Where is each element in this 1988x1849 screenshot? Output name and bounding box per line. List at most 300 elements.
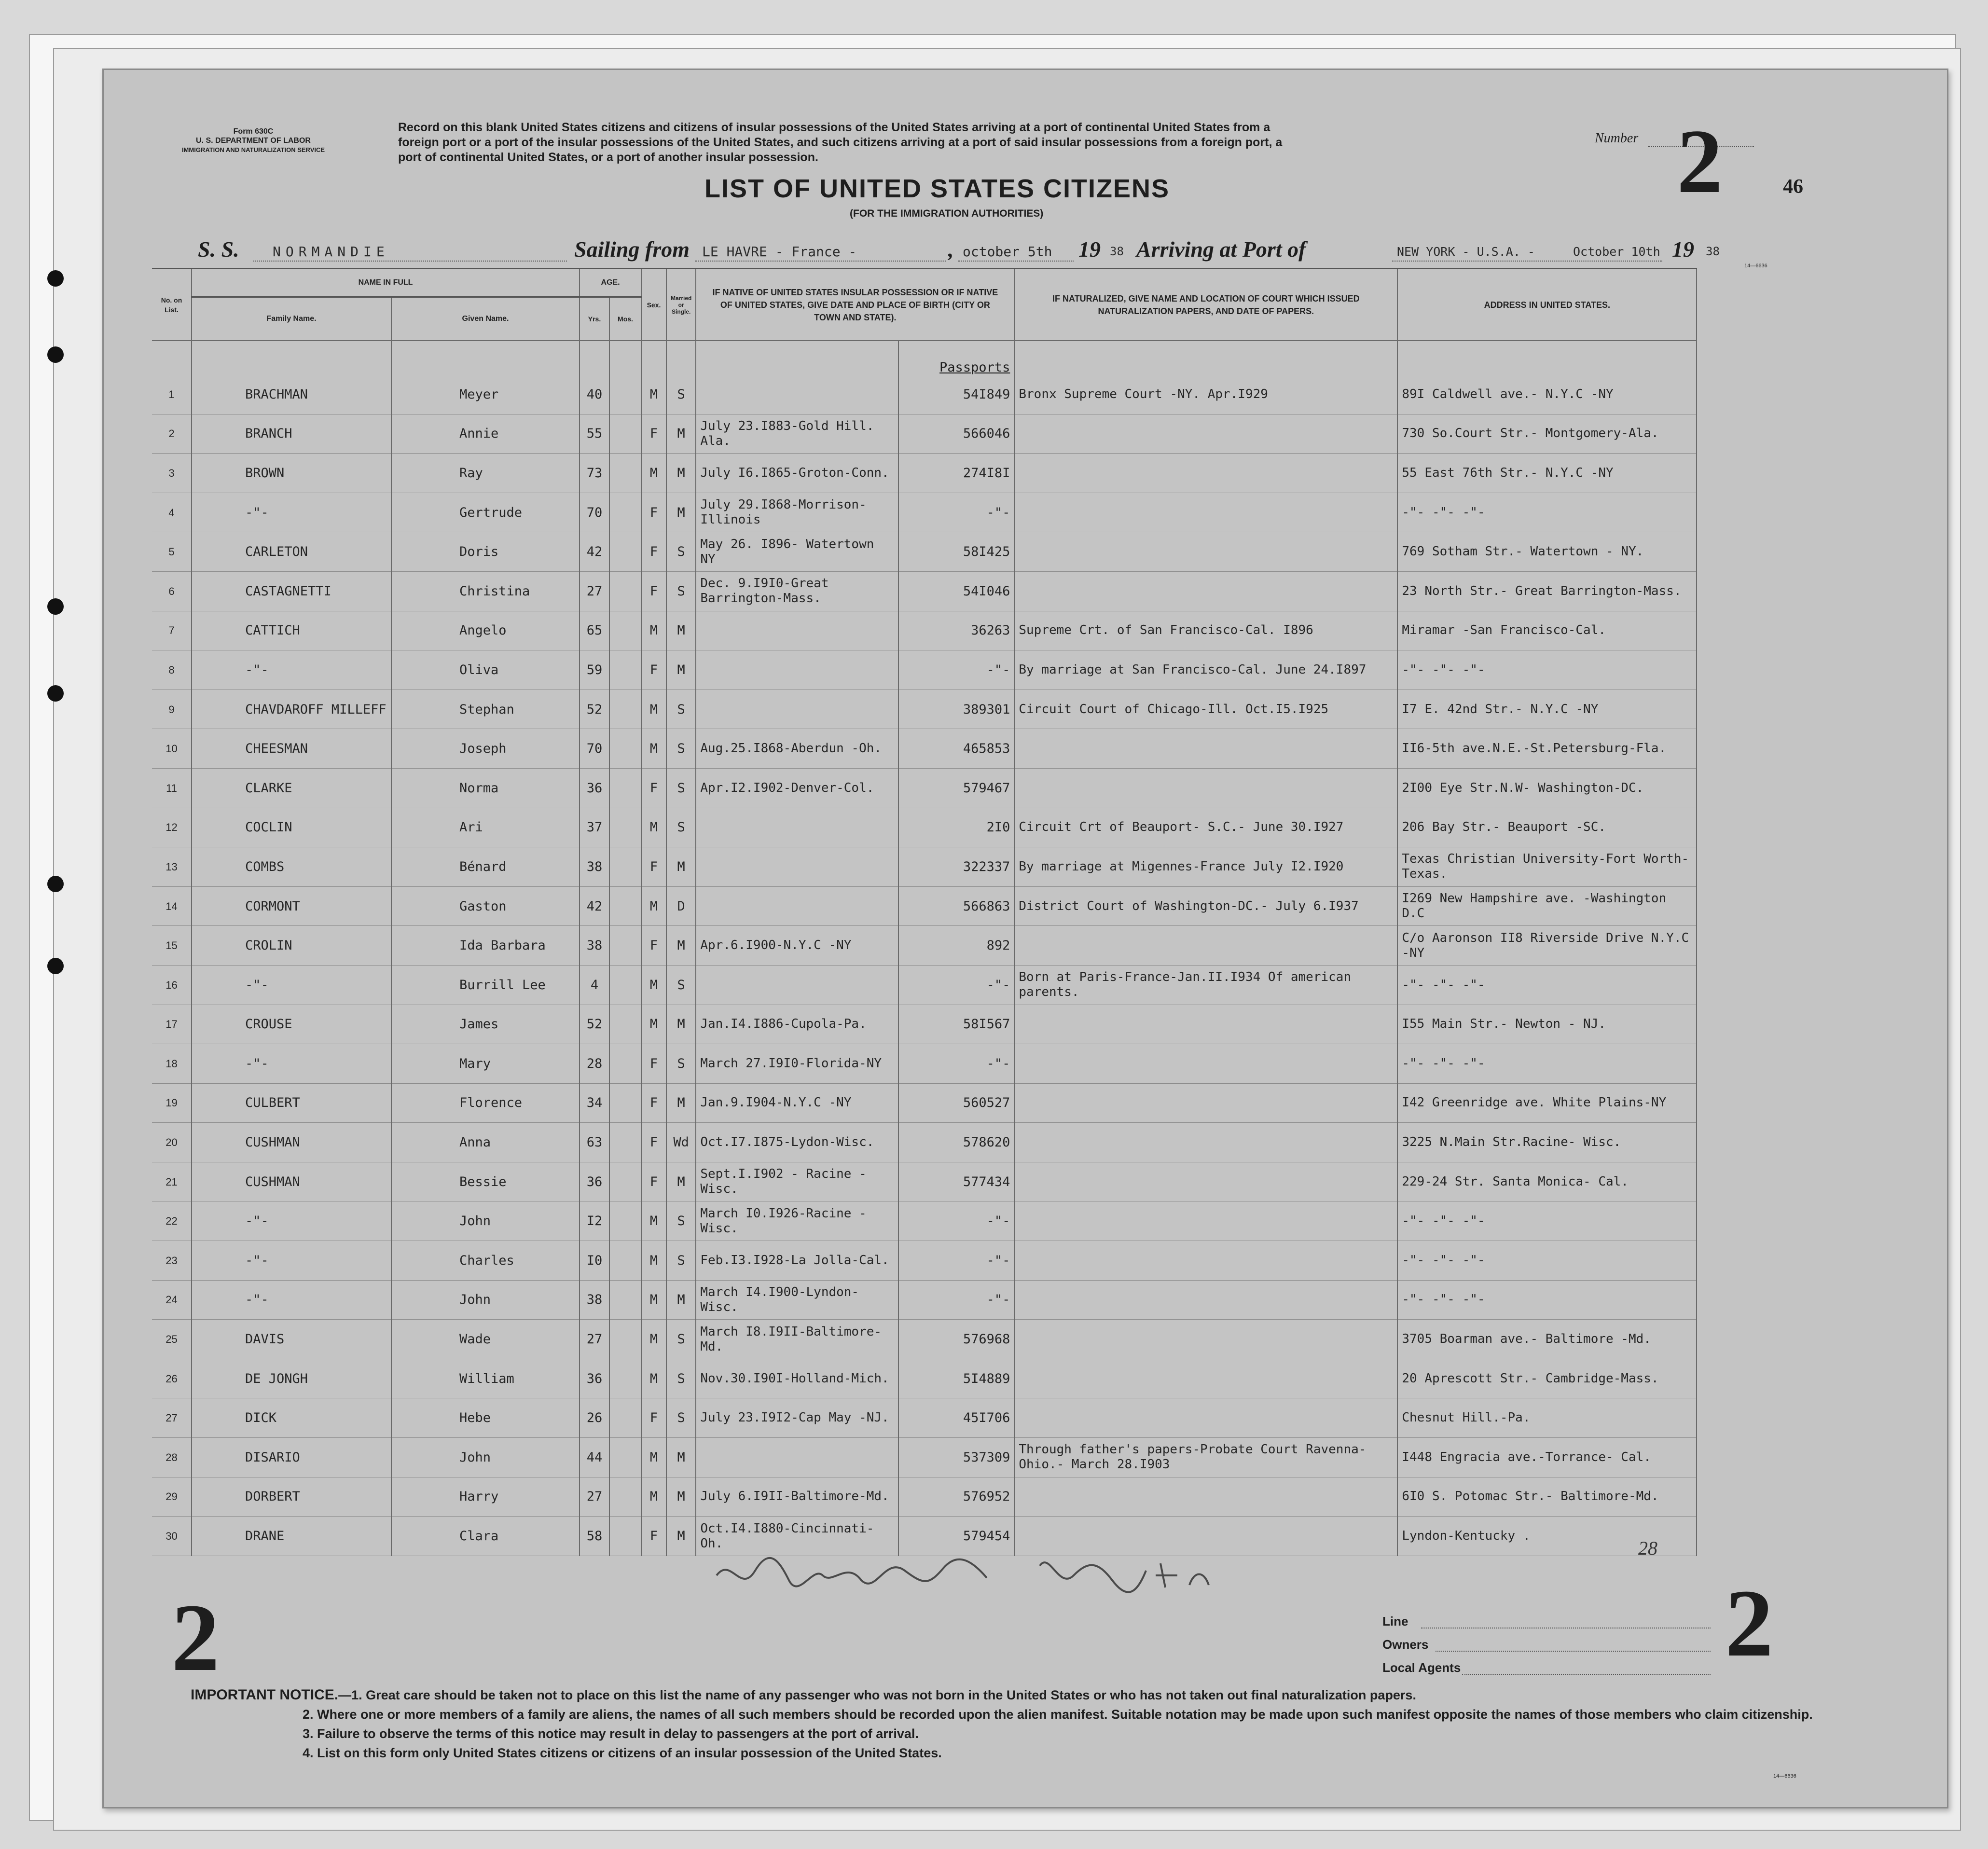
arriving-port: NEW YORK - U.S.A. - (1397, 245, 1535, 259)
age-months-cell (609, 1477, 641, 1517)
naturalization-cell: District Court of Washington-DC.- July 6.I937 (1014, 886, 1397, 926)
marital-status-cell: M (666, 1477, 696, 1517)
age-months-cell (609, 1280, 641, 1320)
arriving-year: 38 (1706, 245, 1720, 258)
column-header-sex: Sex. (641, 269, 666, 341)
age-years-cell: 73 (580, 454, 609, 493)
table-row (152, 1241, 1697, 1281)
address-cell: -"- -"- -"- (1397, 493, 1697, 532)
family-name-cell: BRANCH (192, 414, 391, 454)
sex-cell: F (641, 571, 666, 611)
age-years-cell: 4 (580, 965, 609, 1005)
address-cell: I7 E. 42nd Str.- N.Y.C -NY (1397, 690, 1697, 729)
passport-cell: 2I0 (898, 808, 1014, 847)
row-number: 4 (152, 493, 192, 532)
naturalization-cell (1014, 1477, 1397, 1517)
handwritten-signature (702, 1542, 1329, 1614)
birth-place-cell: March I8.I9II-Baltimore-Md. (696, 1320, 898, 1359)
column-header-married: Married or Single. (666, 269, 696, 341)
row-number: 22 (152, 1201, 192, 1241)
given-name-cell: Gertrude (391, 493, 580, 532)
age-years-cell: 58 (580, 1517, 609, 1556)
naturalization-cell: Circuit Crt of Beauport- S.C.- June 30.I927 (1014, 808, 1397, 847)
family-name-cell: CASTAGNETTI (192, 571, 391, 611)
birth-place-cell: July 23.I883-Gold Hill. Ala. (696, 414, 898, 454)
sex-cell: F (641, 768, 666, 808)
age-years-cell: 63 (580, 1123, 609, 1162)
family-name-cell: -"- (192, 1280, 391, 1320)
sex-cell: F (641, 1123, 666, 1162)
address-cell: II6-5th ave.N.E.-St.Petersburg-Fla. (1397, 729, 1697, 769)
family-name-cell: CROUSE (192, 1005, 391, 1044)
owners-field (1436, 1651, 1711, 1652)
passport-cell: -"- (898, 965, 1014, 1005)
age-years-cell: 26 (580, 1398, 609, 1438)
passport-cell: 465853 (898, 729, 1014, 769)
marital-status-cell: S (666, 768, 696, 808)
table-row (152, 1280, 1697, 1320)
footer-number-right: 2 (1725, 1570, 1773, 1677)
age-months-cell (609, 454, 641, 493)
local-agents-label: Local Agents (1382, 1660, 1461, 1675)
row-number: 29 (152, 1477, 192, 1517)
address-cell: 55 East 76th Str.- N.Y.C -NY (1397, 454, 1697, 493)
passports-label: Passports (939, 360, 1010, 375)
marital-status-cell: S (666, 1201, 696, 1241)
family-name-cell: CUSHMAN (192, 1123, 391, 1162)
sex-cell: F (641, 414, 666, 454)
birth-place-cell: July 23.I9I2-Cap May -NJ. (696, 1398, 898, 1438)
birth-place-cell: Jan.9.I904-N.Y.C -NY (696, 1083, 898, 1123)
naturalization-cell (1014, 493, 1397, 532)
row-number: 16 (152, 965, 192, 1005)
address-cell: 730 So.Court Str.- Montgomery-Ala. (1397, 414, 1697, 454)
row-number: 26 (152, 1359, 192, 1398)
passport-cell: 389301 (898, 690, 1014, 729)
table-row (152, 414, 1697, 454)
address-cell: 89I Caldwell ave.- N.Y.C -NY (1397, 375, 1697, 414)
family-name-cell: -"- (192, 1044, 391, 1084)
naturalization-cell: Born at Paris-France-Jan.II.I934 Of american parents. (1014, 965, 1397, 1005)
family-name-cell: -"- (192, 965, 391, 1005)
address-cell: 3705 Boarman ave.- Baltimore -Md. (1397, 1320, 1697, 1359)
age-months-cell (609, 1320, 641, 1359)
marital-status-cell: S (666, 690, 696, 729)
row-number: 11 (152, 768, 192, 808)
passport-cell: 576952 (898, 1477, 1014, 1517)
passport-cell: 322337 (898, 847, 1014, 887)
sailing-from-label: Sailing from (574, 237, 690, 262)
age-years-cell: 37 (580, 808, 609, 847)
row-number: 17 (152, 1005, 192, 1044)
given-name-cell: Oliva (391, 650, 580, 690)
column-header-yrs: Yrs. (580, 297, 609, 341)
age-months-cell (609, 926, 641, 966)
given-name-cell: Doris (391, 532, 580, 572)
age-years-cell: 36 (580, 1162, 609, 1201)
age-years-cell: 34 (580, 1083, 609, 1123)
service-name: IMMIGRATION AND NATURALIZATION SERVICE (181, 146, 325, 153)
given-name-cell: Anna (391, 1123, 580, 1162)
age-months-cell (609, 1241, 641, 1281)
age-years-cell: 44 (580, 1438, 609, 1477)
address-cell: -"- -"- -"- (1397, 965, 1697, 1005)
intro-line-1: Record on this blank United States citizens and citizens of insular possessions of the United States arriving at a port of continental United States from a (398, 121, 1270, 134)
address-cell: I42 Greenridge ave. White Plains-NY (1397, 1083, 1697, 1123)
row-number: 13 (152, 847, 192, 887)
given-name-cell: Clara (391, 1517, 580, 1556)
birth-place-cell: Oct.I7.I875-Lydon-Wisc. (696, 1123, 898, 1162)
row-number: 15 (152, 926, 192, 966)
birth-place-cell (696, 690, 898, 729)
sex-cell: M (641, 1241, 666, 1281)
address-cell: I55 Main Str.- Newton - NJ. (1397, 1005, 1697, 1044)
row-number: 24 (152, 1280, 192, 1320)
sailing-date: october 5th (963, 244, 1052, 260)
age-years-cell: 27 (580, 1320, 609, 1359)
birth-place-cell: May 26. I896- Watertown NY (696, 532, 898, 572)
sex-cell: M (641, 1320, 666, 1359)
family-name-cell: CHEESMAN (192, 729, 391, 769)
birth-place-cell: Sept.I.I902 - Racine -Wisc. (696, 1162, 898, 1201)
given-name-cell: John (391, 1201, 580, 1241)
family-name-cell: COMBS (192, 847, 391, 887)
arriving-port-line (1392, 261, 1662, 262)
notice-title: IMPORTANT NOTICE. (191, 1687, 339, 1703)
marital-status-cell: M (666, 414, 696, 454)
naturalization-cell (1014, 454, 1397, 493)
notice-item-1 (191, 1685, 1928, 1705)
passport-cell: -"- (898, 1044, 1014, 1084)
passport-cell: -"- (898, 650, 1014, 690)
table-row (152, 1162, 1697, 1201)
passport-cell: 892 (898, 926, 1014, 966)
row-number: 30 (152, 1517, 192, 1556)
family-name-cell: CHAVDAROFF MILLEFF (192, 690, 391, 729)
naturalization-cell (1014, 1359, 1397, 1398)
family-name-cell: BRACHMAN (192, 375, 391, 414)
given-name-cell: James (391, 1005, 580, 1044)
naturalization-cell (1014, 768, 1397, 808)
naturalization-cell: Bronx Supreme Court -NY. Apr.I929 (1014, 375, 1397, 414)
address-cell: Chesnut Hill.-Pa. (1397, 1398, 1697, 1438)
age-years-cell: 38 (580, 847, 609, 887)
age-years-cell: 52 (580, 1005, 609, 1044)
row-number: 21 (152, 1162, 192, 1201)
sex-cell: M (641, 1005, 666, 1044)
column-header-no: No. on List. (152, 269, 192, 341)
age-months-cell (609, 1359, 641, 1398)
naturalization-cell (1014, 1201, 1397, 1241)
form-identification (157, 127, 350, 154)
sex-cell: F (641, 493, 666, 532)
number-label: Number (1595, 131, 1639, 146)
sex-cell: M (641, 808, 666, 847)
passport-cell: 5I4889 (898, 1359, 1014, 1398)
address-cell: 3225 N.Main Str.Racine- Wisc. (1397, 1123, 1697, 1162)
family-name-cell: CUSHMAN (192, 1162, 391, 1201)
given-name-cell: Norma (391, 768, 580, 808)
naturalization-cell: Through father's papers-Probate Court Ravenna-Ohio.- March 28.I903 (1014, 1438, 1397, 1477)
table-row (152, 926, 1697, 966)
age-months-cell (609, 375, 641, 414)
row-number: 8 (152, 650, 192, 690)
address-cell: 229-24 Str. Santa Monica- Cal. (1397, 1162, 1697, 1201)
sex-cell: F (641, 926, 666, 966)
birth-place-cell: Dec. 9.I9I0-Great Barrington-Mass. (696, 571, 898, 611)
table-row (152, 729, 1697, 769)
age-months-cell (609, 1123, 641, 1162)
naturalization-cell (1014, 1241, 1397, 1281)
ship-name-line (253, 261, 567, 262)
age-months-cell (609, 1083, 641, 1123)
column-header-birth: IF NATIVE OF UNITED STATES INSULAR POSSESSION OR IF NATIVE OF UNITED STATES, GIVE DATE AND PLACE OF BIRTH (CITY OR TOWN AND STATE). (696, 269, 1014, 341)
naturalization-cell (1014, 414, 1397, 454)
age-years-cell: I0 (580, 1241, 609, 1281)
address-cell: -"- -"- -"- (1397, 1201, 1697, 1241)
age-years-cell: 59 (580, 650, 609, 690)
important-notice (191, 1685, 1928, 1763)
naturalization-cell: By marriage at Migennes-France July I2.I920 (1014, 847, 1397, 887)
age-months-cell (609, 414, 641, 454)
age-years-cell: 28 (580, 1044, 609, 1084)
table-row (152, 1398, 1697, 1438)
marital-status-cell: S (666, 571, 696, 611)
given-name-cell: Ray (391, 454, 580, 493)
table-row (152, 1083, 1697, 1123)
sailing-year-prefix: 19 (1078, 237, 1101, 262)
document-title: LIST OF UNITED STATES CITIZENS (704, 174, 1170, 203)
table-row (152, 493, 1697, 532)
birth-place-cell: Apr.I2.I902-Denver-Col. (696, 768, 898, 808)
marital-status-cell: M (666, 1083, 696, 1123)
row-number: 7 (152, 611, 192, 650)
family-name-cell: DAVIS (192, 1320, 391, 1359)
given-name-cell: Angelo (391, 611, 580, 650)
arriving-label: Arriving at Port of (1136, 237, 1306, 262)
table-row (152, 375, 1697, 414)
binder-hole (47, 958, 64, 974)
row-number: 14 (152, 886, 192, 926)
table-row (152, 768, 1697, 808)
given-name-cell: Meyer (391, 375, 580, 414)
row-number: 1 (152, 375, 192, 414)
local-agents-field (1462, 1674, 1711, 1675)
naturalization-cell (1014, 571, 1397, 611)
sex-cell: F (641, 1162, 666, 1201)
marital-status-cell: M (666, 1162, 696, 1201)
intro-paragraph (398, 120, 1282, 165)
passport-cell: -"- (898, 493, 1014, 532)
given-name-cell: Stephan (391, 690, 580, 729)
column-header-name: NAME IN FULL (192, 269, 580, 297)
passport-cell: 537309 (898, 1438, 1014, 1477)
table-row (152, 454, 1697, 493)
birth-place-cell: July 29.I868-Morrison-Illinois (696, 493, 898, 532)
passport-cell: 579467 (898, 768, 1014, 808)
age-months-cell (609, 493, 641, 532)
family-name-cell: -"- (192, 493, 391, 532)
row-number: 2 (152, 414, 192, 454)
comma-separator: , (948, 237, 954, 262)
address-cell: Lyndon-Kentucky . (1397, 1517, 1697, 1556)
family-name-cell: DRANE (192, 1517, 391, 1556)
marital-status-cell: S (666, 965, 696, 1005)
marital-status-cell: M (666, 650, 696, 690)
notice-item-4: 4. List on this form only United States citizens or citizens of an insular possession of the United States. (303, 1746, 942, 1760)
naturalization-cell (1014, 1005, 1397, 1044)
birth-place-cell (696, 886, 898, 926)
address-cell: -"- -"- -"- (1397, 1241, 1697, 1281)
passport-cell: 54I849 (898, 375, 1014, 414)
sex-cell: M (641, 1438, 666, 1477)
given-name-cell: Christina (391, 571, 580, 611)
age-years-cell: 70 (580, 729, 609, 769)
given-name-cell: John (391, 1280, 580, 1320)
table-row (152, 847, 1697, 887)
marital-status-cell: M (666, 847, 696, 887)
sex-cell: M (641, 611, 666, 650)
passport-cell: 566046 (898, 414, 1014, 454)
table-row (152, 1359, 1697, 1398)
table-row (152, 1044, 1697, 1084)
marital-status-cell: M (666, 493, 696, 532)
age-years-cell: 55 (580, 414, 609, 454)
sailing-date-line (958, 261, 1074, 262)
address-cell: -"- -"- -"- (1397, 1044, 1697, 1084)
given-name-cell: Harry (391, 1477, 580, 1517)
family-name-cell: COCLIN (192, 808, 391, 847)
birth-place-cell: March I4.I900-Lyndon-Wisc. (696, 1280, 898, 1320)
marital-status-cell: Wd (666, 1123, 696, 1162)
marital-status-cell: S (666, 375, 696, 414)
marital-status-cell: S (666, 808, 696, 847)
marital-status-cell: M (666, 611, 696, 650)
intro-line-3: port of continental United States, or a port of another insular possession. (398, 151, 818, 164)
age-months-cell (609, 1398, 641, 1438)
table-row (152, 611, 1697, 650)
document-subtitle: (FOR THE IMMIGRATION AUTHORITIES) (850, 208, 1044, 219)
given-name-cell: Joseph (391, 729, 580, 769)
age-years-cell: 70 (580, 493, 609, 532)
column-header-mos: Mos. (609, 297, 641, 341)
marital-status-cell: M (666, 1280, 696, 1320)
birth-place-cell: July I6.I865-Groton-Conn. (696, 454, 898, 493)
sex-cell: M (641, 1477, 666, 1517)
sex-cell: F (641, 1398, 666, 1438)
naturalization-cell (1014, 532, 1397, 572)
birth-place-cell: Nov.30.I90I-Holland-Mich. (696, 1359, 898, 1398)
sheet-page-number: 46 (1783, 176, 1803, 198)
address-cell: Miramar -San Francisco-Cal. (1397, 611, 1697, 650)
family-name-cell: -"- (192, 1241, 391, 1281)
table-row (152, 1438, 1697, 1477)
sex-cell: M (641, 454, 666, 493)
address-cell: 6I0 S. Potomac Str.- Baltimore-Md. (1397, 1477, 1697, 1517)
passenger-table (152, 268, 1697, 1556)
sailing-from-port: LE HAVRE - France - (702, 244, 857, 260)
row-number: 5 (152, 532, 192, 572)
address-cell: I269 New Hampshire ave. -Washington D.C (1397, 886, 1697, 926)
birth-place-cell (696, 1438, 898, 1477)
sex-cell: M (641, 1359, 666, 1398)
naturalization-cell (1014, 926, 1397, 966)
naturalization-cell (1014, 1123, 1397, 1162)
sailing-port-line (695, 261, 946, 262)
row-number: 9 (152, 690, 192, 729)
naturalization-cell (1014, 1398, 1397, 1438)
marital-status-cell: M (666, 926, 696, 966)
marital-status-cell: M (666, 1005, 696, 1044)
family-name-cell: CARLETON (192, 532, 391, 572)
address-cell: -"- -"- -"- (1397, 1280, 1697, 1320)
family-name-cell: CORMONT (192, 886, 391, 926)
column-header-age: AGE. (580, 269, 641, 297)
age-years-cell: 38 (580, 926, 609, 966)
given-name-cell: Ida Barbara (391, 926, 580, 966)
passport-cell: -"- (898, 1201, 1014, 1241)
birth-place-cell: Oct.I4.I880-Cincinnati-Oh. (696, 1517, 898, 1556)
naturalization-cell: Circuit Court of Chicago-Ill. Oct.I5.I925 (1014, 690, 1397, 729)
sex-cell: F (641, 650, 666, 690)
birth-place-cell: Jan.I4.I886-Cupola-Pa. (696, 1005, 898, 1044)
age-months-cell (609, 690, 641, 729)
passport-cell: 577434 (898, 1162, 1014, 1201)
birth-place-cell: March 27.I9I0-Florida-NY (696, 1044, 898, 1084)
age-months-cell (609, 1005, 641, 1044)
address-cell: I448 Engracia ave.-Torrance- Cal. (1397, 1438, 1697, 1477)
row-number: 23 (152, 1241, 192, 1281)
passport-cell: 36263 (898, 611, 1014, 650)
given-name-cell: Burrill Lee (391, 965, 580, 1005)
address-cell: 23 North Str.- Great Barrington-Mass. (1397, 571, 1697, 611)
age-years-cell: 52 (580, 690, 609, 729)
age-months-cell (609, 532, 641, 572)
passport-cell: 58I425 (898, 532, 1014, 572)
table-row (152, 532, 1697, 572)
marital-status-cell: S (666, 1044, 696, 1084)
owners-label: Owners (1382, 1637, 1429, 1652)
passport-cell: 579454 (898, 1517, 1014, 1556)
marital-status-cell: S (666, 1398, 696, 1438)
row-number: 25 (152, 1320, 192, 1359)
sex-cell: F (641, 532, 666, 572)
naturalization-cell (1014, 1280, 1397, 1320)
column-header-naturalized: IF NATURALIZED, GIVE NAME AND LOCATION OF COURT WHICH ISSUED NATURALIZATION PAPERS, AND DATE OF PAPERS. (1014, 269, 1397, 341)
sex-cell: M (641, 690, 666, 729)
passport-cell: -"- (898, 1280, 1014, 1320)
address-cell: Texas Christian University-Fort Worth- Texas. (1397, 847, 1697, 887)
table-row (152, 1477, 1697, 1517)
marital-status-cell: D (666, 886, 696, 926)
sex-cell: M (641, 886, 666, 926)
footer-number-left: 2 (171, 1585, 220, 1691)
table-row (152, 886, 1697, 926)
ship-name: NORMANDIE (273, 244, 389, 260)
given-name-cell: John (391, 1438, 580, 1477)
given-name-cell: William (391, 1359, 580, 1398)
marital-status-cell: S (666, 1359, 696, 1398)
row-number: 19 (152, 1083, 192, 1123)
family-name-cell: DISARIO (192, 1438, 391, 1477)
age-months-cell (609, 886, 641, 926)
table-row (152, 690, 1697, 729)
given-name-cell: Hebe (391, 1398, 580, 1438)
family-name-cell: CROLIN (192, 926, 391, 966)
sex-cell: F (641, 1083, 666, 1123)
given-name-cell: Annie (391, 414, 580, 454)
family-name-cell: -"- (192, 650, 391, 690)
